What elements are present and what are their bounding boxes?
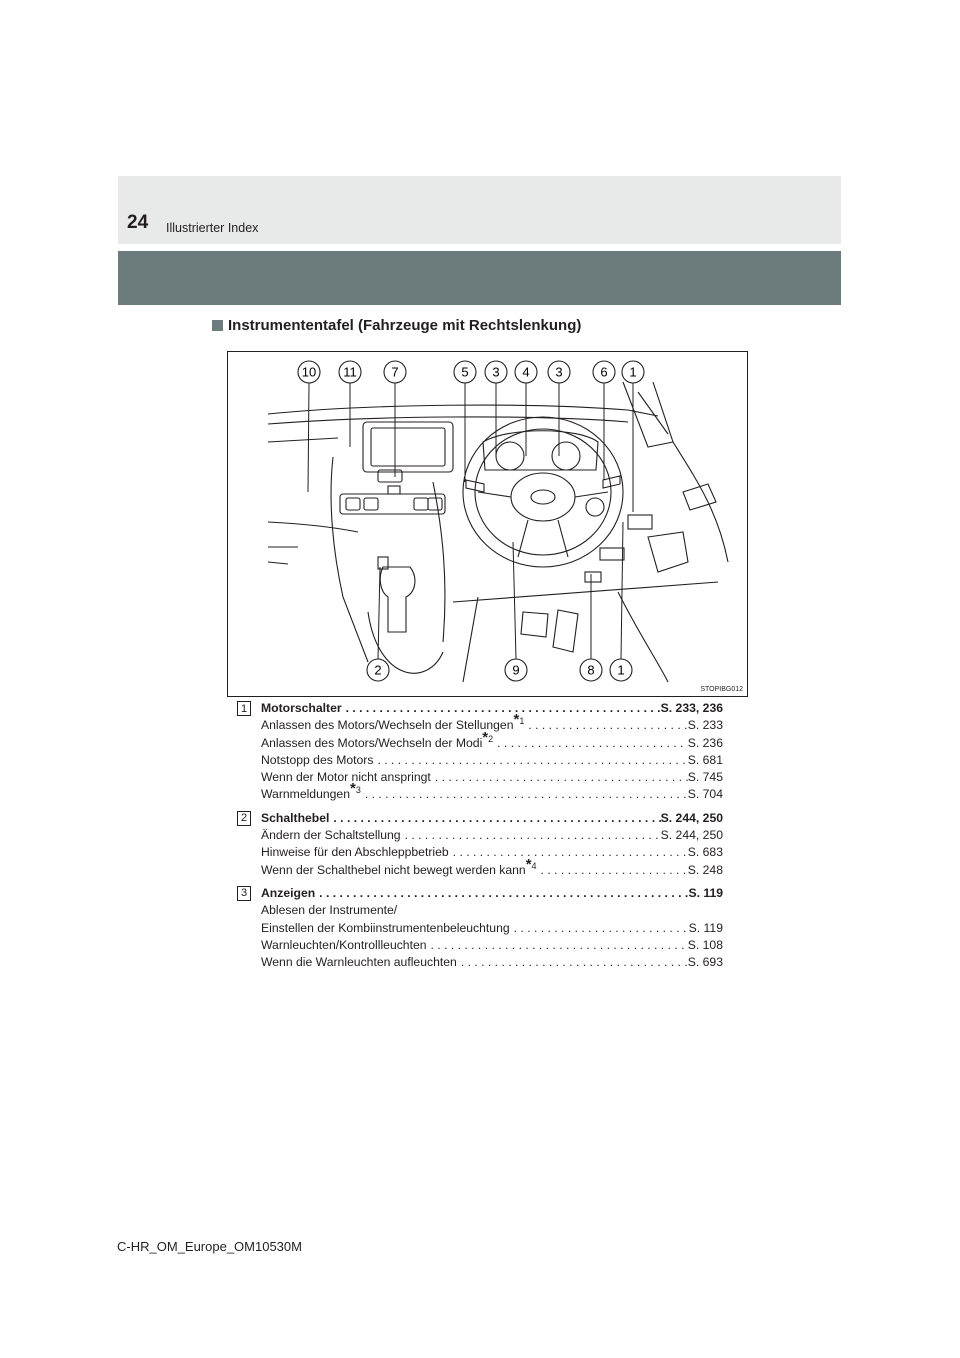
item-number-box: 1 <box>237 701 251 716</box>
page-reference: S. 244, 250 <box>660 810 723 825</box>
bottom-callout-3 <box>610 659 632 681</box>
callout-number: 5 <box>461 364 469 380</box>
dot-leader <box>427 937 688 954</box>
item-number-box: 3 <box>237 886 251 901</box>
dot-leader <box>510 920 689 937</box>
callout-number: 8 <box>587 662 595 678</box>
callouts-bottom <box>367 659 632 681</box>
page-reference: S. 745 <box>687 770 723 785</box>
top-callout-8 <box>622 361 644 383</box>
entry-label: Ändern der Schaltstellung <box>261 828 401 843</box>
callout-number: 2 <box>374 662 382 678</box>
bottom-callout-0 <box>367 659 389 681</box>
page-reference: S. 236 <box>687 735 723 750</box>
entry-label: Wenn der Schalthebel nicht bewegt werden kann <box>261 862 526 877</box>
footer-doc-id: C-HR_OM_Europe_OM10530M <box>117 1239 302 1254</box>
page-reference: S. 119 <box>688 885 723 900</box>
dashboard-drawing <box>228 352 748 697</box>
heading-text: Instrumententafel (Fahrzeuge mit Rechtslenkung) <box>228 317 582 334</box>
entry-label: Anlassen des Motors/Wechseln der Stellungen <box>261 718 514 733</box>
callout-leader-line <box>513 542 516 659</box>
page-reference: S. 248 <box>687 862 723 877</box>
index-sub-entry: Wenn der Schalthebel nicht bewegt werden kann$^{*4}$ . . . S. 248 <box>261 862 723 879</box>
callout-number: 10 <box>301 364 317 380</box>
dot-leader <box>315 885 688 902</box>
callout-lines <box>308 383 633 659</box>
page-reference: S. 119 <box>688 920 723 935</box>
bottom-callout-1 <box>505 659 527 681</box>
figure-code: STOPIBG012 <box>700 686 743 693</box>
index-sub-entry <box>261 844 723 861</box>
callout-number: 1 <box>617 662 625 678</box>
callout-number: 7 <box>391 364 399 380</box>
dot-leader <box>431 769 688 786</box>
dashboard-illustration <box>227 351 748 697</box>
entry-label: Wenn der Motor nicht anspringt <box>261 770 431 785</box>
index-sub-entry: Anlassen des Motors/Wechseln der Stellungen$^{*1}$ . . . S. 233 <box>261 717 723 734</box>
top-callout-5 <box>515 361 537 383</box>
index-sub-entry <box>261 827 723 844</box>
callout-number: 9 <box>512 662 520 678</box>
dot-leader <box>329 810 660 827</box>
index-main-entry <box>261 810 723 827</box>
bottom-callout-2 <box>580 659 602 681</box>
page-number: 24 <box>127 212 149 233</box>
page-reference: S. 244, 250 <box>660 828 723 843</box>
entry-label: Ablesen der Instrumente/ <box>261 903 398 918</box>
index-sub-entry <box>261 752 723 769</box>
callout-number: 4 <box>522 364 530 380</box>
page-reference: S. 683 <box>687 845 723 860</box>
dot-leader <box>361 786 688 803</box>
top-callout-0 <box>298 361 320 383</box>
dot-leader <box>401 827 661 844</box>
heading-square-icon <box>212 320 223 331</box>
entry-label: Wenn die Warnleuchten aufleuchten <box>261 955 457 970</box>
index-sub-entry: Warnmeldungen$^{*3}$ . . . S. 704 <box>261 786 723 803</box>
entry-label: Warnmeldungen <box>261 787 350 802</box>
entry-label: Warnleuchten/Kontrollleuchten <box>261 937 427 952</box>
index-group <box>237 810 723 879</box>
top-callout-4 <box>485 361 507 383</box>
page-reference: S. 108 <box>687 937 723 952</box>
dot-leader <box>524 717 687 734</box>
index-group <box>237 885 723 971</box>
entry-label: Anzeigen <box>261 885 316 900</box>
entry-label: Schalthebel <box>261 810 330 825</box>
dot-leader <box>449 844 688 861</box>
top-callout-1 <box>339 361 361 383</box>
page-reference: S. 233, 236 <box>660 701 723 715</box>
footnote-ref: 1 <box>519 716 525 727</box>
top-callout-3 <box>454 361 476 383</box>
callout-leader-line <box>308 383 309 492</box>
index-sub-entry <box>261 769 723 786</box>
callout-number: 6 <box>600 364 608 380</box>
callout-leader-line <box>378 567 380 659</box>
item-number-box: 2 <box>237 811 251 826</box>
section-title: Illustrierter Index <box>166 221 259 235</box>
callout-number: 3 <box>555 364 563 380</box>
page-reference: S. 681 <box>687 752 723 767</box>
entry-label: Einstellen der Kombiinstrumentenbeleuchtung <box>261 920 510 935</box>
dot-leader <box>373 752 687 769</box>
index-sub-entry: Anlassen des Motors/Wechseln der Modi$^{*2}$ . . . S. 236 <box>261 735 723 752</box>
footnote-ref: 4 <box>531 860 537 871</box>
page-reference: S. 233 <box>687 718 723 733</box>
page-reference: S. 704 <box>687 787 723 802</box>
index-list <box>237 700 723 977</box>
index-sub-entry <box>261 937 723 954</box>
top-callout-6 <box>548 361 570 383</box>
dot-leader <box>537 862 688 879</box>
index-main-entry <box>261 885 723 902</box>
index-group <box>237 700 723 804</box>
title-band <box>118 251 841 305</box>
top-callout-2 <box>384 361 406 383</box>
entry-label: Motorschalter <box>261 701 342 715</box>
callout-number: 3 <box>492 364 500 380</box>
callout-number: 11 <box>343 364 357 380</box>
footnote-ref: 3 <box>355 785 361 796</box>
entry-label: Notstopp des Motors <box>261 752 374 767</box>
callout-number: 1 <box>629 364 637 380</box>
dot-leader <box>493 735 688 752</box>
entry-label: Anlassen des Motors/Wechseln der Modi <box>261 735 483 750</box>
top-callout-7 <box>593 361 615 383</box>
index-sub-entry <box>261 920 723 937</box>
entry-label: Hinweise für den Abschleppbetrieb <box>261 845 449 860</box>
page-reference: S. 693 <box>687 955 723 970</box>
callout-leader-line <box>621 522 623 659</box>
footnote-ref: 2 <box>488 733 494 744</box>
dot-leader <box>457 954 688 971</box>
index-main-entry <box>261 700 723 717</box>
dashboard-lines <box>268 382 728 682</box>
section-heading <box>212 317 581 334</box>
callouts-top <box>298 361 644 383</box>
index-sub-entry <box>261 954 723 971</box>
dot-leader <box>342 700 661 717</box>
index-sub-entry <box>261 902 723 919</box>
